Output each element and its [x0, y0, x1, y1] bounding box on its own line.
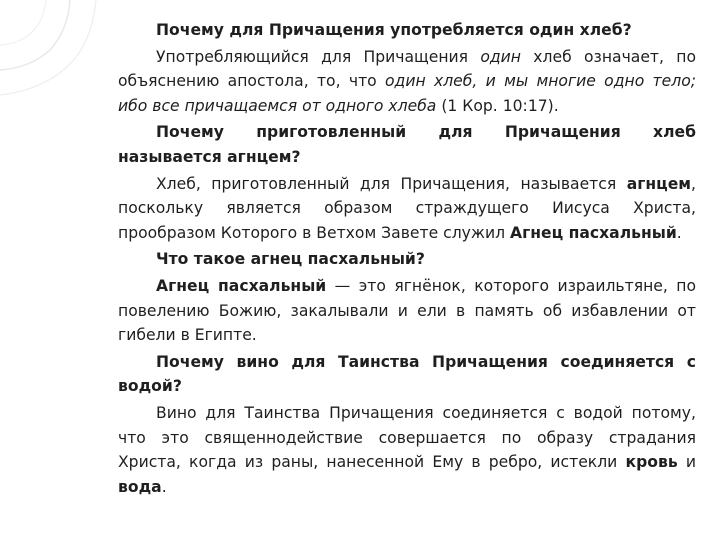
question-2: Почему приготовленный для Причащения хлеб называется агнцем? [118, 123, 696, 166]
answer-1 [118, 45, 696, 119]
answer-4-text-c: . [161, 477, 167, 496]
answer-4-text-a: Вино для Таинства Причащения соединяется с водой потому, что это священнодействие совершается по образу страдания Христа, когда из раны, нанесенной Ему в ребро, истекли [118, 403, 696, 472]
answer-3-term: Агнец пасхальный [156, 276, 327, 295]
answer-1-text-a: Употребляющийся для Причащения [156, 47, 481, 66]
slide-content [118, 18, 696, 501]
answer-2 [118, 172, 696, 246]
answer-1-quote: один хлеб, и мы многие одно тело; ибо все причащаемся от одного хлеба [118, 72, 696, 115]
answer-2-text-a: Хлеб, приготовленный для Причащения, называется [156, 174, 627, 193]
answer-4-text-b: и [677, 453, 696, 472]
answer-1-text-b: хлеб означает, по объяснению апостола, то, что [118, 47, 696, 91]
answer-4 [118, 401, 696, 499]
answer-1-italic-a: один [480, 47, 521, 66]
answer-2-text-c: . [676, 223, 682, 242]
answer-4-term-water: вода [118, 477, 162, 496]
answer-2-term-paschal-lamb: Агнец пасхальный [510, 223, 677, 242]
question-1: Почему для Причащения употребляется один хлеб? [156, 21, 632, 39]
question-4: Почему вино для Таинства Причащения соединяется с водой? [118, 352, 696, 396]
answer-3-text: — это ягнёнок, которого израильтяне, по повелению Божию, закалывали и ели в память об избавлении от гибели в Египте. [118, 276, 696, 345]
corner-ornament [0, 0, 110, 110]
question-3: Что такое агнец пасхальный? [156, 250, 425, 269]
answer-4-term-blood: кровь [625, 453, 678, 472]
answer-3 [118, 274, 696, 348]
answer-2-text-b: , поскольку является образом страждущего Иисуса Христа, прообразом Которого в Ветхом Завете служил [118, 174, 696, 242]
answer-1-reference: (1 Кор. 10:17). [436, 96, 559, 115]
answer-2-term-agnets: агнцем [626, 174, 692, 193]
